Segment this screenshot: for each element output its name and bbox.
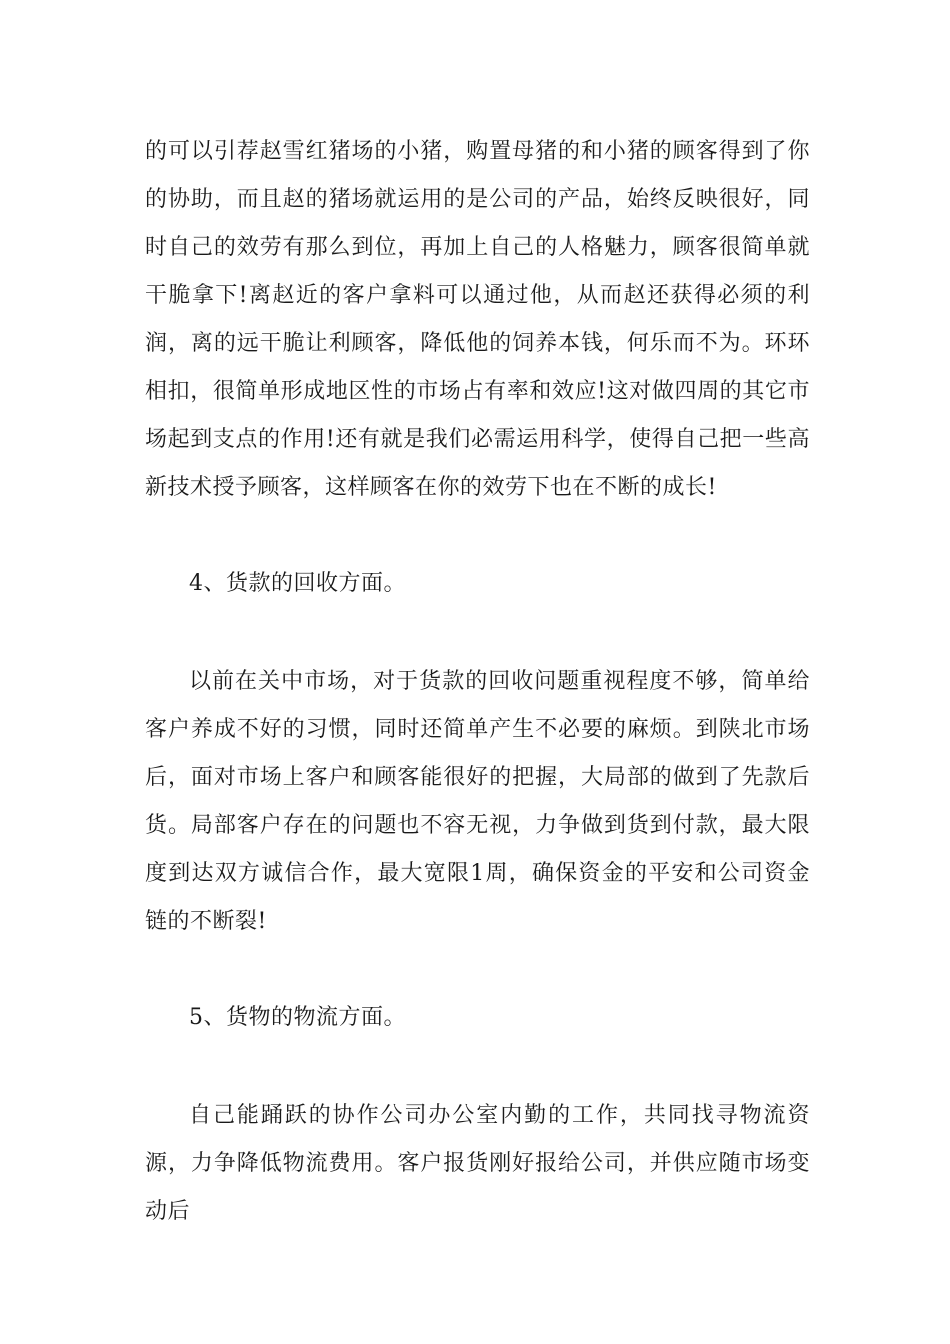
section-heading-payment-collection: 4、货款的回收方面。 (189, 571, 406, 596)
paragraph-spacer (145, 512, 810, 560)
paragraph-spacer (145, 1042, 810, 1092)
document-body (145, 128, 810, 1236)
section-heading-logistics: 5、货物的物流方面。 (189, 1005, 406, 1030)
paragraph-pig-farm-referral: 的可以引荐赵雪红猪场的小猪，购置母猪的和小猪的顾客得到了你的协助，而且赵的猪场就运用的是公司的产品，始终反映很好，同时自己的效劳有那么到位，再加上自己的人格魅力，顾客很简单就干脆拿下!离赵近的客户拿料可以通过他，从而赵还获得必须的利润，离的远干脆让利顾客，降低他的饲养本钱，何乐而不为。环环相扣，很简单形成地区性的市场占有率和效应!这对做四周的其它市场起到支点的作用!还有就是我们必需运用科学，使得自己把一些高新技术授予顾客，这样顾客在你的效劳下也在不断的成长! (145, 139, 810, 500)
paragraph-logistics: 自己能踊跃的协作公司办公室内勤的工作，共同找寻物流资源，力争降低物流费用。客户报货刚好报给公司，并供应随市场变动后 (145, 1103, 810, 1224)
paragraph-spacer (145, 608, 810, 658)
paragraph-spacer (145, 946, 810, 994)
paragraph-payment-collection: 以前在关中市场，对于货款的回收问题重视程度不够，简单给客户养成不好的习惯，同时还简单产生不必要的麻烦。到陕北市场后，面对市场上客户和顾客能很好的把握，大局部的做到了先款后货。局部客户存在的问题也不容无视，力争做到货到付款，最大限度到达双方诚信合作，最大宽限1周，确保资金的平安和公司资金链的不断裂! (145, 669, 810, 934)
